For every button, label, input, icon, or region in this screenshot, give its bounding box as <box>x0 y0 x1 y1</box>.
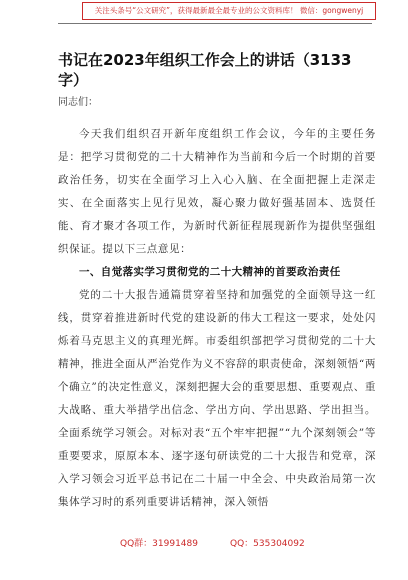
qq-contact-number: QQ：535304092 <box>230 539 305 549</box>
contact-footer <box>96 536 356 550</box>
qq-group-number: QQ群：31991489 <box>120 539 198 549</box>
document-title: 书记在2023年组织工作会上的讲话（3133字） <box>58 51 352 89</box>
promo-banner: 关注头条号“公文研究”，获得最新最全最专业的公文资料库！ 微信：gongwenyj <box>82 2 376 20</box>
document-body <box>58 123 376 514</box>
greeting: 同志们： <box>58 97 98 108</box>
section-heading-1: 一、自觉落实学习贯彻党的二十大精神的首要政治责任 <box>79 266 341 278</box>
paragraph-1: 今天我们组织召开新年度组织工作会议，今年的主要任务是：把学习贯彻党的二十大精神作为当前和今后一个时期的首要政治任务，切实在全面学习上入心入脑、在全面把握上走深走实、在全面落实上见行见效，凝心聚力做好强基固本、选贤任能、育才聚才各项工作，为新时代新征程展现新作为提供坚强组织保证。提以下三点意见： <box>58 128 376 255</box>
paragraph-2: 党的二十大报告通篇贯穿着坚持和加强党的全面领导这一红线，贯穿着推进新时代党的建设新的伟大工程这一要求，处处闪烁着马克思主义的真理光辉。市委组织部把学习贯彻党的二十大精神，推进全面从严治党作为义不容辞的职责使命，深刻领悟“两个确立”的决定性意义，深刻把握大会的重要思想、重要观点、重大战略、重大举措学出信念、学出方向、学出思路、学出担当。全面系统学习领会。对标对表“五个牢牢把握”“九个深刻领会”等重要要求，原原本本、逐字逐句研读党的二十大报告和党章，深入学习领会习近平总书记在二十届一中全会、中央政治局第一次集体学习时的系列重要讲话精神，深入领悟 <box>58 289 376 508</box>
header-divider <box>58 23 372 24</box>
